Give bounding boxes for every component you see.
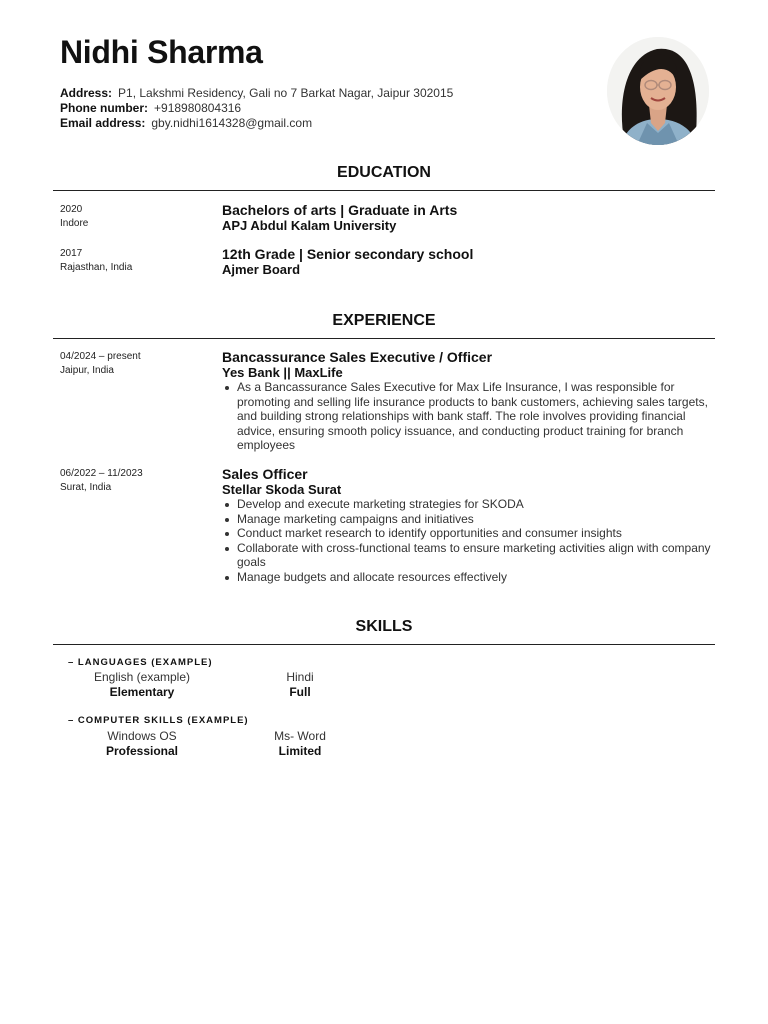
email-label: Email address:: [60, 116, 146, 130]
skill-group-title: – COMPUTER SKILLS (EXAMPLE): [68, 715, 249, 726]
entry-meta: [60, 467, 143, 495]
entry-body: [222, 350, 712, 453]
address-value: P1, Lakshmi Residency, Gali no 7 Barkat Nagar, Jaipur 302015: [118, 86, 454, 100]
entry-location: Surat, India: [60, 482, 112, 493]
entry-location: Rajasthan, India: [60, 262, 133, 273]
job-title: Bancassurance Sales Executive / Officer: [222, 349, 493, 365]
entry-meta: [60, 203, 88, 231]
entry-date: 2020: [60, 204, 83, 215]
candidate-name: Nidhi Sharma: [60, 34, 263, 70]
responsibility-list: [222, 497, 712, 585]
skill-name: Hindi: [286, 670, 314, 684]
responsibility-item: Conduct market research to identify opportunities and consumer insights: [222, 526, 712, 541]
responsibility-list: [222, 380, 712, 453]
degree-title: Bachelors of arts | Graduate in Arts: [222, 202, 458, 218]
entry-body: [222, 247, 712, 277]
responsibility-item: Manage marketing campaigns and initiatives: [222, 512, 712, 527]
skill-level: Professional: [105, 744, 179, 758]
education-heading: EDUCATION: [337, 164, 431, 181]
responsibility-item: Manage budgets and allocate resources effectively: [222, 570, 712, 585]
skill-name: Ms- Word: [274, 729, 326, 743]
entry-body: [222, 467, 712, 585]
skill-name: Windows OS: [107, 729, 177, 743]
experience-heading: EXPERIENCE: [332, 312, 436, 329]
skill-item: [82, 670, 202, 700]
skills-divider: [53, 644, 715, 645]
skill-level: Full: [289, 685, 311, 699]
job-title: Sales Officer: [222, 466, 308, 482]
company-name: Stellar Skoda Surat: [222, 482, 342, 497]
profile-photo-illustration: [607, 37, 709, 145]
skill-item: [82, 729, 202, 759]
education-divider: [53, 190, 715, 191]
address-row: [60, 86, 453, 101]
entry-meta: [60, 247, 132, 275]
skill-level: Limited: [278, 744, 322, 758]
address-label: Address:: [60, 86, 113, 100]
entry-location: Indore: [60, 218, 89, 229]
skill-item: [240, 670, 360, 700]
degree-title: 12th Grade | Senior secondary school: [222, 246, 474, 262]
entry-location: Jaipur, India: [60, 365, 114, 376]
phone-row: [60, 101, 453, 116]
skill-group-title: – LANGUAGES (EXAMPLE): [68, 657, 213, 668]
entry-date: 06/2022 – 11/2023: [60, 468, 143, 479]
profile-photo: [607, 37, 709, 145]
entry-body: [222, 203, 712, 233]
entry-date: 2017: [60, 248, 83, 259]
skills-heading: SKILLS: [355, 618, 413, 635]
phone-label: Phone number:: [60, 101, 149, 115]
phone-value: +918980804316: [154, 101, 242, 115]
skill-name: English (example): [93, 670, 191, 684]
company-name: Yes Bank || MaxLife: [222, 365, 343, 380]
entry-date: 04/2024 – present: [60, 351, 141, 362]
email-value: gby.nidhi1614328@gmail.com: [151, 116, 313, 130]
institution-name: APJ Abdul Kalam University: [222, 218, 397, 233]
skill-level: Elementary: [109, 685, 175, 699]
skill-item: [240, 729, 360, 759]
responsibility-item: Collaborate with cross-functional teams to ensure marketing activities align with company goals: [222, 541, 712, 570]
email-row: [60, 116, 453, 131]
responsibility-item: Develop and execute marketing strategies for SKODA: [222, 497, 712, 512]
entry-meta: [60, 350, 141, 378]
experience-divider: [53, 338, 715, 339]
responsibility-item: As a Bancassurance Sales Executive for Max Life Insurance, I was responsible for promoting and selling life insurance products to bank customers, achieving sales targets, and building strong relationships with bank staff. The role involves providing financial advice, ensuring smooth policy issuance, and conducting product training for branch employees: [222, 380, 712, 453]
institution-name: Ajmer Board: [222, 262, 301, 277]
contact-block: [60, 86, 453, 131]
